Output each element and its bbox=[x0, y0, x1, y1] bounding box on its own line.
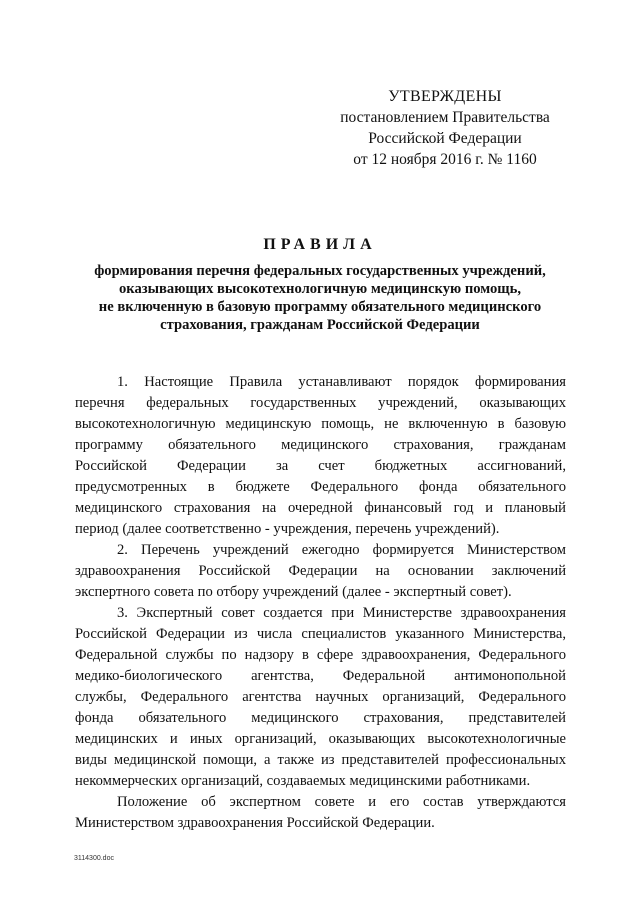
subtitle-line: страхования, гражданам Российской Федерации bbox=[160, 317, 480, 333]
paragraph-line: службы, Федерального агентства научных организаций, Федерального bbox=[75, 689, 566, 705]
paragraph-line: виды медицинской помощи, а также из представителей профессиональных bbox=[75, 752, 566, 768]
paragraph bbox=[75, 540, 566, 603]
paragraph-line: некоммерческих организаций, создаваемых медицинскими работниками. bbox=[75, 773, 531, 789]
document-subtitle bbox=[74, 262, 566, 334]
paragraph bbox=[75, 372, 566, 540]
file-name: 3114300.doc bbox=[74, 855, 114, 862]
paragraph-line: программу обязательного медицинского страхования, гражданам bbox=[75, 437, 566, 453]
paragraph bbox=[75, 603, 566, 792]
paragraph-line: здравоохранения Российской Федерации на основании заключений bbox=[75, 563, 566, 579]
paragraph-line: 3. Экспертный совет создается при Министерстве здравоохранения bbox=[117, 605, 566, 621]
document-title: ПРАВИЛА bbox=[263, 236, 377, 253]
paragraph-line: медицинского страхования на очередной финансовый год и плановый bbox=[75, 500, 566, 516]
paragraph-line: Федеральной службы по надзору в сфере здравоохранения, Федерального bbox=[75, 647, 566, 663]
subtitle-line: не включенную в базовую программу обязательного медицинского bbox=[98, 299, 542, 315]
document-body bbox=[75, 372, 566, 834]
approval-block bbox=[330, 86, 560, 170]
paragraph-line: фонда обязательного медицинского страхования, представителей bbox=[75, 710, 566, 726]
approval-line: Российской Федерации bbox=[368, 130, 522, 147]
approval-date-number: от 12 ноября 2016 г. № 1160 bbox=[353, 151, 537, 168]
subtitle-line: оказывающих высокотехнологичную медицинскую помощь, bbox=[118, 281, 521, 297]
paragraph-line: высокотехнологичную медицинскую помощь, не включенную в базовую bbox=[75, 416, 566, 432]
paragraph-line: Российской Федерации из числа специалистов указанного Министерства, bbox=[75, 626, 566, 642]
paragraph-line: экспертного совета по отбору учреждений (далее - экспертный совет). bbox=[75, 584, 512, 600]
paragraph-line: медико-биологического агентства, Федеральной антимонопольной bbox=[75, 668, 566, 684]
paragraph-line: Российской Федерации за счет бюджетных ассигнований, bbox=[75, 458, 566, 474]
paragraph-line: медицинских и иных организаций, оказывающих высокотехнологичные bbox=[75, 731, 566, 747]
paragraph-line: 1. Настоящие Правила устанавливают порядок формирования bbox=[117, 374, 566, 390]
paragraph-line: Положение об экспертном совете и его состав утверждаются bbox=[117, 794, 566, 810]
subtitle-line: формирования перечня федеральных государственных учреждений, bbox=[94, 263, 546, 279]
paragraph-line: 2. Перечень учреждений ежегодно формируется Министерством bbox=[117, 542, 566, 558]
paragraph bbox=[75, 792, 566, 834]
paragraph-line: предусмотренных в бюджете Федерального фонда обязательного bbox=[75, 479, 566, 495]
paragraph-line: период (далее соответственно - учреждения, перечень учреждений). bbox=[75, 521, 500, 537]
approval-heading: УТВЕРЖДЕНЫ bbox=[388, 88, 502, 105]
paragraph-line: перечня федеральных государственных учреждений, оказывающих bbox=[75, 395, 566, 411]
paragraph-line: Министерством здравоохранения Российской Федерации. bbox=[75, 815, 435, 831]
approval-line: постановлением Правительства bbox=[340, 109, 550, 126]
